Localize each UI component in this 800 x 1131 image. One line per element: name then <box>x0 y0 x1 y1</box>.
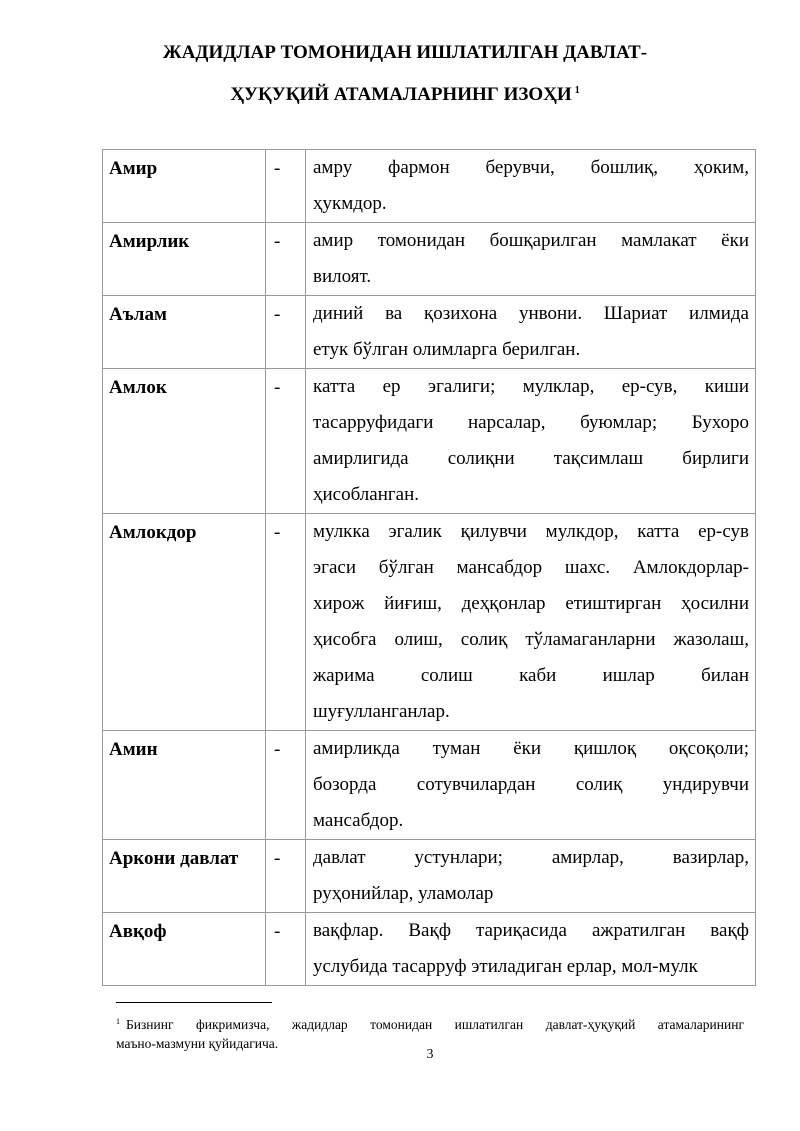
definition-line: ҳукмдор. <box>313 193 387 214</box>
glossary-definition <box>306 840 756 913</box>
glossary-dash: - <box>266 369 306 514</box>
definition-line: катта ер эгалиги; мулклар, ер-сув, киши <box>313 376 749 397</box>
glossary-definition <box>306 296 756 369</box>
footnote-text-1: Бизнинг фикримизча, жадидлар томонидан ишлатилган давлат-ҳуқуқий атамаларининг <box>126 1017 744 1032</box>
title-footnote-mark: 1 <box>574 85 580 96</box>
definition-line: мулкка эгалик қилувчи мулкдор, катта ер-сув <box>313 521 749 542</box>
glossary-term: Амлок <box>103 369 266 514</box>
glossary-dash: - <box>266 514 306 731</box>
glossary-dash: - <box>266 731 306 840</box>
glossary-dash: - <box>266 223 306 296</box>
definition-line: руҳонийлар, уламолар <box>313 883 494 904</box>
glossary-dash: - <box>266 840 306 913</box>
definition-line: ҳисобланган. <box>313 484 420 505</box>
glossary-definition <box>306 514 756 731</box>
glossary-dash: - <box>266 296 306 369</box>
document-title-line-1: ЖАДИДЛАР ТОМОНИДАН ИШЛАТИЛГАН ДАВЛАТ- <box>162 42 648 63</box>
definition-line: амир томонидан бошқарилган мамлакат ёки <box>313 230 749 251</box>
page-number: 3 <box>426 1047 434 1062</box>
definition-line: мансабдор. <box>313 810 404 831</box>
definition-line: тасарруфидаги нарсалар, буюмлар; Бухоро <box>313 412 749 433</box>
glossary-definition <box>306 731 756 840</box>
glossary-row <box>103 296 756 369</box>
footnote-line-1 <box>116 1012 744 1034</box>
glossary-term: Авқоф <box>103 913 266 986</box>
glossary-definition <box>306 913 756 986</box>
glossary-row <box>103 731 756 840</box>
definition-line: вилоят. <box>313 266 372 287</box>
definition-line: вақфлар. Вақф тариқасида ажратилган вақф <box>313 920 749 941</box>
definition-line: амирликда туман ёки қишлоқ оқсоқоли; <box>313 738 749 759</box>
glossary-term: Амир <box>103 150 266 223</box>
definition-line: эгаси бўлган мансабдор шахс. Амлокдорлар- <box>313 557 749 578</box>
definition-line: ҳисобга олиш, солиқ тўламаганларни жазолаш, <box>313 629 749 650</box>
glossary-row <box>103 223 756 296</box>
definition-line: диний ва қозихона унвони. Шариат илмида <box>313 303 749 324</box>
glossary-term: Амин <box>103 731 266 840</box>
footnote-separator <box>116 1002 272 1003</box>
footnote-line-2: маъно-мазмуни қуйидагича. <box>116 1036 279 1051</box>
definition-line: услубида тасарруф этиладиган ерлар, мол-мулк <box>313 956 698 977</box>
document-title-text: ҲУҚУҚИЙ АТАМАЛАРНИНГ ИЗОҲИ <box>230 84 572 105</box>
glossary-definition <box>306 150 756 223</box>
glossary-term: Амлокдор <box>103 514 266 731</box>
glossary-body <box>103 150 756 986</box>
definition-line: давлат устунлари; амирлар, вазирлар, <box>313 847 749 868</box>
document-title-line-2 <box>100 72 710 114</box>
glossary-definition <box>306 223 756 296</box>
definition-line: хирож йиғиш, деҳқонлар етиштирган ҳосилни <box>313 593 749 614</box>
glossary-row <box>103 514 756 731</box>
glossary-dash: - <box>266 150 306 223</box>
footnote-mark: 1 <box>116 1017 120 1026</box>
glossary-term: Аркони давлат <box>103 840 266 913</box>
glossary-row <box>103 913 756 986</box>
definition-line: жарима солиш каби ишлар билан <box>313 665 749 686</box>
glossary-row <box>103 369 756 514</box>
glossary-row <box>103 150 756 223</box>
glossary-table <box>102 149 756 986</box>
definition-line: амирлигида солиқни тақсимлаш бирлиги <box>313 448 749 469</box>
glossary-row <box>103 840 756 913</box>
glossary-definition <box>306 369 756 514</box>
definition-line: бозорда сотувчилардан солиқ ундирувчи <box>313 774 749 795</box>
definition-line: етук бўлган олимларга берилган. <box>313 339 581 360</box>
glossary-dash: - <box>266 913 306 986</box>
definition-line: амру фармон берувчи, бошлиқ, ҳоким, <box>313 157 749 178</box>
glossary-term: Амирлик <box>103 223 266 296</box>
definition-line: шуғулланганлар. <box>313 701 450 722</box>
glossary-term: Аълам <box>103 296 266 369</box>
